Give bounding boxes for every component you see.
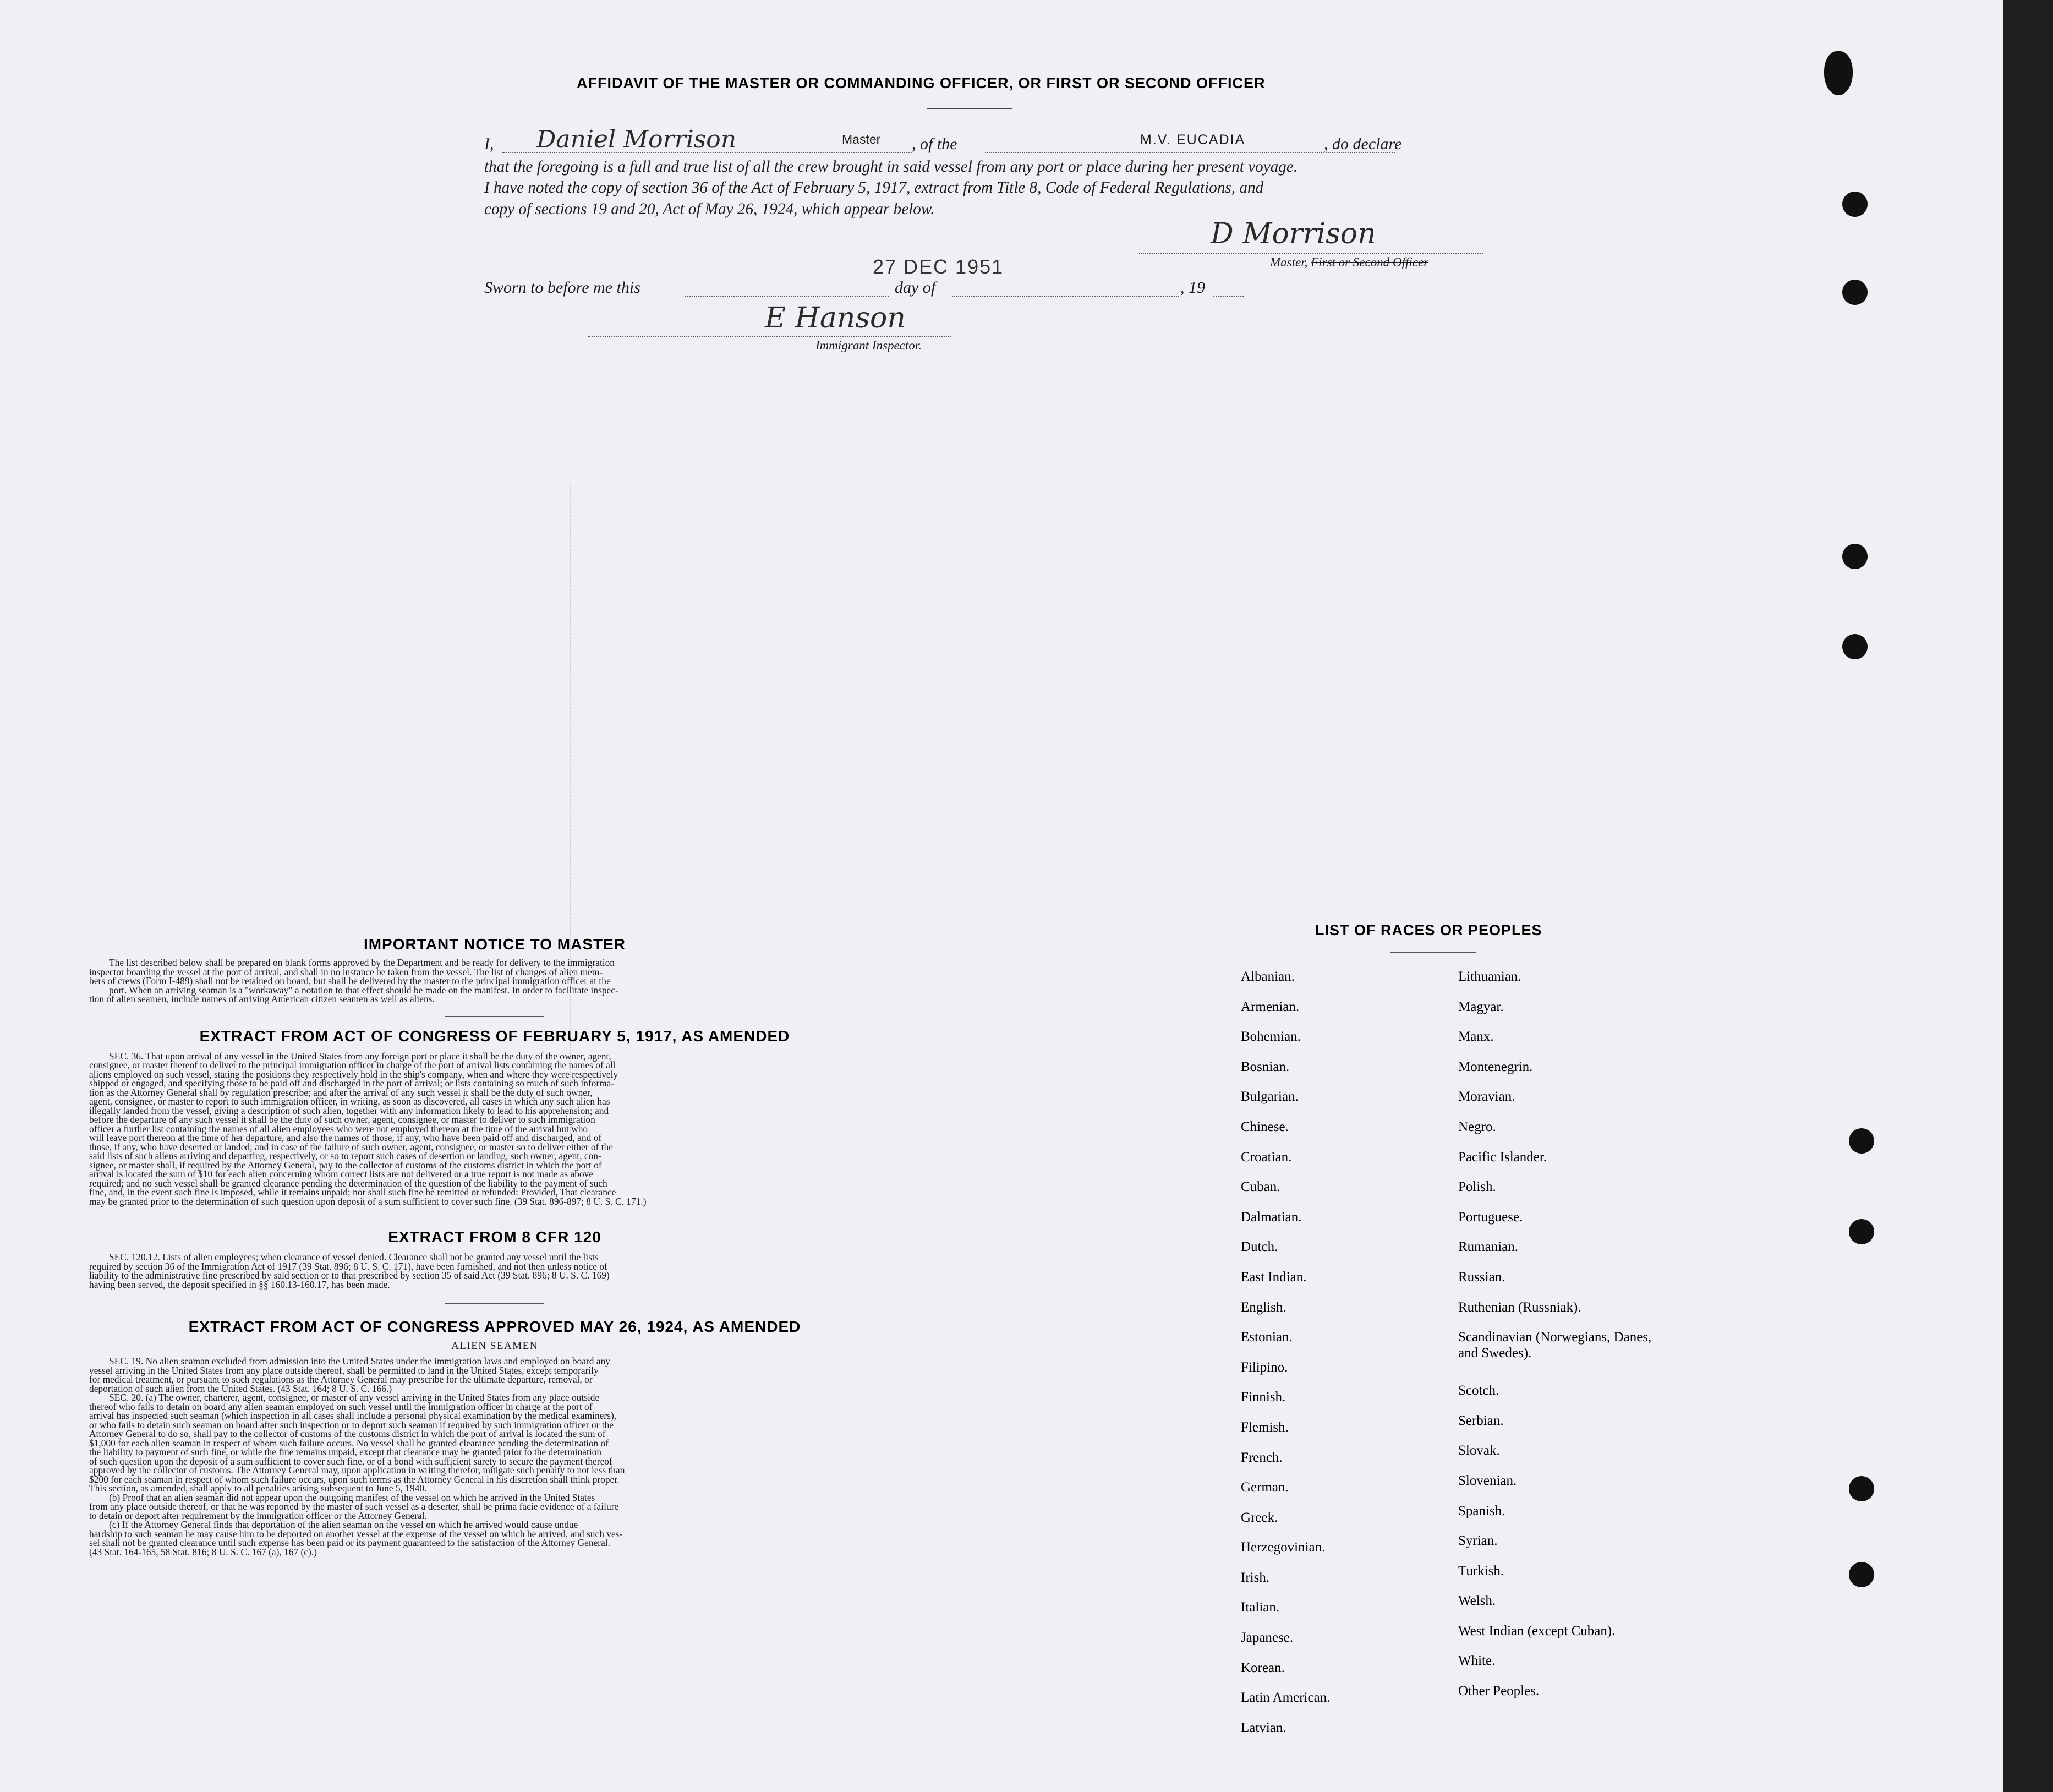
alien-seamen-subtitle: ALIEN SEAMEN [451,1340,538,1352]
punch-hole [1842,280,1868,305]
race-item: Negro. [1458,1119,1496,1134]
text-line: required by section 36 of the Immigration Act of 1917 (39 Stat. 896; 8 U. S. C. 171), have been furnished, and not then unless notice of [89,1260,607,1272]
race-item: Magyar. [1458,999,1504,1014]
sworn-month-line [952,296,1179,297]
text-line: vessel arriving in the United States from any place outside thereof, shall be permitted to land in the United States, except temporarily [89,1364,599,1376]
race-item: Greek. [1241,1510,1278,1525]
race-item: Bohemian. [1241,1029,1301,1045]
text-line: consignee, or master thereof to deliver to the principal immigration officer in charge of the port of arrival lists containing the names of all [89,1059,616,1070]
race-item: Other Peoples. [1458,1684,1540,1699]
text-line: SEC. 36. That upon arrival of any vessel in the United States from any foreign port or place it shall be the duty of the owner, agent, [109,1050,611,1062]
races-column-2 [1458,962,1656,1707]
affidavit-body-1: that the foregoing is a full and true list of all the crew brought in said vessel from any port or place during her present voyage. [484,158,1298,176]
section-rule [445,1016,544,1017]
extract-1917-body [84,1052,906,1206]
race-item: Dalmatian. [1241,1209,1302,1225]
of-the-label: , of the [912,135,957,153]
text-line: $1,000 for each alien seaman in respect of whom such failure occurs. No vessel shall be granted clearance pending the determination of [89,1437,609,1449]
year-label: , 19 [1180,278,1205,297]
text-line: hardship to such seaman he may cause him to be deported on another vessel at the expense of the vessel on which he arrived, and such ves- [89,1528,623,1539]
race-item: West Indian (except Cuban). [1458,1623,1616,1638]
punch-hole [1842,544,1868,569]
master-signature-line [1139,253,1483,254]
extract-cfr-body [84,1253,906,1289]
race-item: Chinese. [1241,1119,1289,1134]
text-line: having been served, the deposit specified in §§ 160.13-160.17, has been made. [89,1279,390,1290]
affidavit-body-3: copy of sections 19 and 20, Act of May 26, 1924, which appear below. [484,200,935,218]
text-line: to detain or deport after requirement by the immigration officer or the Attorney General. [89,1510,427,1521]
text-line: said lists of such aliens arriving and departing, respectively, or so to report such cases of desertion or landing, such owner, agent, con- [89,1150,601,1161]
race-item: Russian. [1458,1269,1505,1285]
text-line: (c) If the Attorney General finds that deportation of the alien seaman on the vessel on which he arrived would cause undue [109,1519,578,1530]
race-item: White. [1458,1653,1496,1669]
text-line: of such question upon the deposit of a sum sufficient to cover such fine, or of a bond with sufficient surety to secure the payment thereof [89,1455,612,1467]
affidavit-body-2: I have noted the copy of section 36 of the Act of February 5, 1917, extract from Title 8, Code of Federal Regulations, and [484,179,1264,196]
sworn-text: Sworn to before me this [484,278,640,297]
text-line: the liability to payment of such fine, or while the fine remains unpaid, except that clearance may be granted prior to the determination [89,1446,602,1457]
text-line: agent, consignee, or master to report to such immigration officer, in writing, as soon as discovered, all cases in which any such alien has [89,1096,610,1107]
races-title: LIST OF RACES OR PEOPLES [1315,922,1542,938]
text-line: $200 for each seaman in respect of whom such failure occurs, upon such terms as the Attorney General in his discretion shall think proper. [89,1473,620,1485]
text-line: illegally landed from the vessel, giving a description of such alien, together with any information likely to lead to his apprehension; and [89,1105,609,1116]
punch-hole [1824,51,1853,95]
sworn-day-line [685,296,889,297]
race-item: Japanese. [1241,1630,1294,1646]
text-line: SEC. 120.12. Lists of alien employees; when clearance of vessel denied. Clearance shall not be granted any vessel until the lists [109,1252,599,1263]
text-line: The list described below shall be prepared on blank forms approved by the Department and be ready for delivery to the immigration [109,957,615,968]
text-line: SEC. 19. No alien seaman excluded from admission into the United States under the immigration laws and employed on board any [109,1356,610,1367]
race-item: Flemish. [1241,1419,1289,1435]
master-label: Master, [1270,255,1308,269]
section-rule [445,1303,544,1304]
text-line: port. When an arriving seaman is a "workaway" a notation to that effect should be made on the manifest. In order to facilitate inspec- [109,984,618,996]
text-line: (43 Stat. 164-165, 58 Stat. 816; 8 U. S. C. 167 (a), 167 (c).) [89,1546,317,1558]
race-item: Ruthenian (Russniak). [1458,1299,1581,1315]
text-line: from any place outside thereof, or that he was reported by the master of such vessel as a deserter, shall be prima facie evidence of a failure [89,1501,619,1512]
race-item: Armenian. [1241,999,1300,1014]
pronoun: I, [484,135,494,153]
punch-hole [1842,192,1868,217]
text-line: required; and no such vessel shall be granted clearance pending the determination of the question of the liability to the payment of such [89,1177,607,1189]
race-item: Estonian. [1241,1330,1293,1345]
extract-1917-title: EXTRACT FROM ACT OF CONGRESS OF FEBRUARY 5, 1917, AS AMENDED [199,1027,790,1045]
stamp-date: 27 DEC 1951 [873,255,1004,278]
race-item: Italian. [1241,1600,1280,1615]
race-item: Croatian. [1241,1149,1292,1165]
punch-hole [1849,1219,1874,1244]
text-line: thereof who fails to detain on board any alien seaman employed on such vessel until the immigration officer in charge at the port of [89,1401,593,1412]
title-rule [927,108,1012,109]
text-line: officer a further list containing the names of all alien employees who were not employed thereon at the time of the arrival but who [89,1123,588,1134]
text-line: signee, or master shall, if required by the Attorney General, pay to the collector of customs of the customs district in which the port of [89,1159,602,1171]
sworn-year-line [1213,296,1244,297]
master-name: Daniel Morrison [536,125,737,154]
race-item: Turkish. [1458,1563,1504,1578]
text-line: liability to the administrative fine prescribed by said section or to that prescribed by section 35 of said Act (39 Stat. 896; 8 U. S. C. 169) [89,1270,610,1281]
punch-hole [1849,1562,1874,1587]
race-item: Irish. [1241,1570,1270,1585]
text-line: aliens employed on such vessel, stating the positions they respectively hold in the ship's company, when and where they were respectively [89,1068,618,1080]
race-item: Spanish. [1458,1503,1505,1518]
race-item: Rumanian. [1458,1239,1519,1255]
race-item: German. [1241,1480,1289,1495]
race-item: Manx. [1458,1029,1494,1045]
race-item: Bulgarian. [1241,1089,1299,1105]
inspector-signature: E Hanson [765,302,906,335]
punch-hole [1849,1128,1874,1154]
race-item: English. [1241,1299,1286,1315]
text-line: tion as the Attorney General shall by regulation prescribe; and after the arrival of any such vessel it shall be the duty of such owner, [89,1086,593,1098]
race-item: Slovenian. [1458,1473,1517,1488]
notice-body [84,958,906,1004]
text-line: Attorney General to do so, shall pay to the collector of customs of the customs district in which the port of arrival is located the sum of [89,1428,606,1439]
text-line: arrival has inspected such seaman (which inspection in all cases shall include a personal physical examination by the medical examiners), [89,1410,617,1421]
extract-1924-title: EXTRACT FROM ACT OF CONGRESS APPROVED MAY 26, 1924, AS AMENDED [188,1318,801,1335]
race-item: Scandinavian (Norwegians, Danes, and Swedes). [1458,1330,1652,1361]
race-item: Dutch. [1241,1239,1278,1255]
race-item: Korean. [1241,1660,1285,1675]
text-line: inspector boarding the vessel at the port of arrival, and shall in no instance be taken from the vessel. The list of changes of alien mem- [89,966,603,977]
punch-hole [1849,1476,1874,1501]
race-item: Polish. [1458,1179,1496,1195]
text-line: deportation of such alien from the United States. (43 Stat. 164; 8 U. S. C. 166.) [89,1383,392,1394]
text-line: SEC. 20. (a) The owner, charterer, agent, consignee, or master of any vessel arriving in the United States from any place outside [109,1392,600,1403]
vessel-name: M.V. EUCADIA [1140,132,1246,147]
text-line: before the departure of any such vessel it shall be the duty of such owner, agent, consignee, or master to deliver to such immigration [89,1114,595,1125]
race-item: Herzegovinian. [1241,1540,1326,1555]
race-item: Pacific Islander. [1458,1149,1547,1165]
race-item: Finnish. [1241,1390,1286,1405]
races-column-1 [1241,962,1330,1743]
race-item: Latvian. [1241,1720,1286,1735]
race-item: Syrian. [1458,1533,1498,1549]
text-line: fine, and, in the event such fine is imposed, while it remains unpaid; nor shall such fine be remitted or refunded: Provided, That clearance [89,1187,616,1198]
race-item: East Indian. [1241,1269,1307,1285]
race-item: Scotch. [1458,1383,1499,1398]
text-line: tion of alien seamen, include names of arriving American citizen seamen as well as aliens. [89,993,435,1004]
race-item: Cuban. [1241,1179,1280,1195]
day-of-label: day of [895,278,936,297]
text-line: sel shall not be granted clearance until such expense has been paid or its payment guaranteed to the satisfaction of the Attorney General. [89,1537,610,1548]
extract-cfr-title: EXTRACT FROM 8 CFR 120 [388,1228,601,1245]
race-item: Albanian. [1241,969,1295,984]
race-item: French. [1241,1450,1283,1465]
text-line: approved by the collector of customs. The Attorney General may, upon application in writing therefor, mitigate such penalty to not less than [89,1465,625,1476]
race-item: Moravian. [1458,1089,1515,1105]
master-signature-label [1270,255,1428,270]
text-line: for medical treatment, or pursuant to such regulations as the Attorney General may prescribe for the ultimate departure, removal, or [89,1374,593,1385]
race-item: Welsh. [1458,1593,1496,1609]
race-item: Latin American. [1241,1690,1331,1706]
race-item: Serbian. [1458,1413,1504,1428]
legal-column [84,936,906,1556]
text-line: may be granted prior to the determination of such question upon deposit of a sum sufficient to cover such fine. (39 Stat. 896-897; 8 U. S. C. 171.) [89,1195,647,1207]
text-line: This section, as amended, shall apply to all penalties arising subsequent to June 5, 1940. [89,1483,427,1494]
text-line: those, if any, who have deserted or landed; and in case of the failure of such owner, agent, consignee, or master so to deliver either of the [89,1141,613,1152]
race-item: Portuguese. [1458,1209,1523,1225]
race-item: Bosnian. [1241,1059,1290,1074]
inspector-signature-line [588,336,951,337]
race-item: Montenegrin. [1458,1059,1533,1074]
text-line: (b) Proof that an alien seaman did not appear upon the outgoing manifest of the vessel on which he arrived in the United States [109,1491,595,1503]
race-item: Filipino. [1241,1359,1288,1375]
inspector-label: Immigrant Inspector. [815,338,922,352]
extract-1924-body [84,1357,906,1556]
text-line: arrival is located the sum of $10 for each alien concerning whom correct lists are not delivered or a true report is not made as above [89,1168,594,1179]
text-line: or who fails to detain such seaman on board after such inspection or to deport such seaman if required by such immigration officer or the [89,1419,614,1430]
text-line: bers of crews (Form I-489) shall not be retained on board, but shall be delivered by the master to the principal immigration officer at the [89,975,611,986]
master-signature: D Morrison [1211,217,1376,250]
notice-title: IMPORTANT NOTICE TO MASTER [363,936,626,953]
race-item: Slovak. [1458,1443,1500,1458]
struck-officer-label: First or Second Officer [1311,255,1429,269]
affidavit-title: AFFIDAVIT OF THE MASTER OR COMMANDING OFFICER, OR FIRST OR SECOND OFFICER [577,75,1266,91]
role-label: Master [842,132,881,146]
text-line: will leave port thereon at the time of her departure, and also the names of those, if any, who have been paid off and discharged, and of [89,1132,602,1143]
races-title-rule [1390,952,1476,953]
race-item: Lithuanian. [1458,969,1521,984]
text-line: shipped or engaged, and specifying those to be paid off and discharged in the port of arrival; or lists containing so much of such informa- [89,1078,615,1089]
do-declare-label: , do declare [1324,135,1402,153]
punch-hole [1842,634,1868,659]
